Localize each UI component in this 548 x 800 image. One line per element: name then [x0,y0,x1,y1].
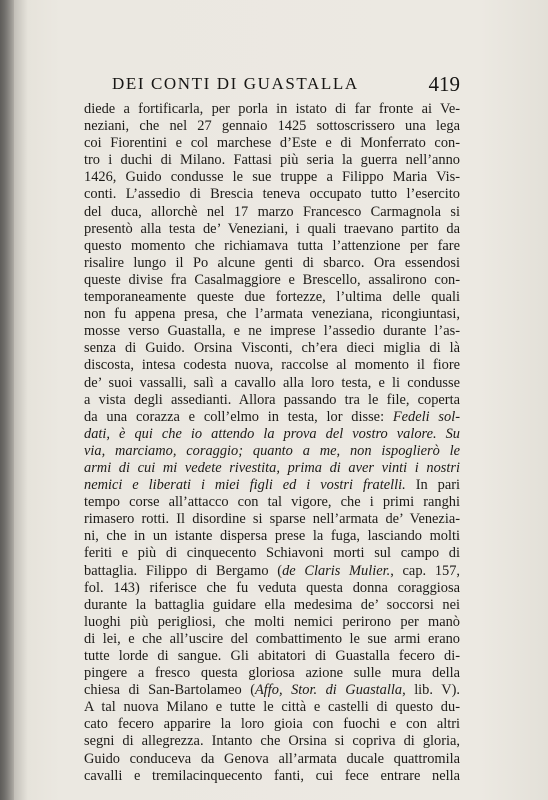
page-number: 419 [428,72,460,96]
text-line [84,340,460,357]
text-segment: chiesa di San-Bartolameo ( [84,682,255,699]
text-line [84,477,460,494]
text-segment: diede a fortificarla, per porla in istato di far fronte ai Ve- [84,101,460,117]
italic-segment: quanto a me, non ispoglierò le [252,442,460,459]
text-line [84,152,460,169]
text-line [84,426,460,443]
text-segment: feriti e più di cinquecento Schiavoni morti sul campo di [84,545,460,562]
text-line [84,204,460,221]
text-segment: rimasero rotti. Il disordine si sparse nell’armata de’ Venezia- [84,511,460,528]
text-line [84,460,460,477]
text-line [84,751,460,768]
text-line [84,306,460,323]
text-segment: In pari [405,477,460,494]
text-segment: questo momento che richiamava tutta l’attenzione per fare [84,237,460,254]
text-segment: tempo corse all’attacco con tal vigore, che i primi ranghi [84,494,460,511]
text-line [84,614,460,631]
text-line [84,101,460,118]
text-line [84,443,460,460]
text-line [84,186,460,203]
text-line [84,357,460,374]
text-segment: temporaneamente queste due fortezze, l’ultima delle quali [84,289,460,306]
text-line [84,545,460,562]
text-segment: non fu appena presa, che l’armata veneziana, ricongiuntasi, [84,306,460,323]
text-segment: tro i duchi di Milano. Fattasi più seria la guerra nell’anno [84,152,460,169]
text-segment: , lib. V). [402,682,460,699]
text-line [84,665,460,682]
text-line [84,135,460,152]
text-segment: , cap. 157, [390,562,460,579]
text-segment: pingere a fresco questa gloriosa azione sulle mura della [84,665,460,682]
text-line [84,631,460,648]
text-line [84,648,460,665]
text-segment: durante la battaglia guidare ella medesima de’ soccorsi nei [84,596,460,613]
text-segment: presentò alla testa de’ Veneziani, i quali traevano partito da [84,220,460,237]
text-line [84,221,460,238]
text-segment: senza di Guido. Orsina Visconti, ch’era dieci miglia di là [84,340,460,357]
italic-segment: Affo, Stor. di Guastalla [255,682,403,699]
text-line [84,716,460,733]
text-segment: discosta, intesa codesta nuova, raccolse al momento il fiore [84,357,460,374]
text-segment: ni, che in un istante dispersa prese la fuga, lasciando molti [84,528,460,545]
text-segment: neziani, che nel 27 gennaio 1425 sottoscrissero una lega [84,118,460,135]
text-line [84,528,460,545]
running-title: DEI CONTI DI GUASTALLA [112,74,359,93]
body-text [84,101,460,785]
text-line [84,733,460,750]
text-segment: Guido conduceva da Genova all’armata ducale quattromila [84,750,460,767]
spine-shadow [0,0,14,800]
text-segment: 1426, Guido condusse le sue truppe a Filippo Maria Vis- [84,169,460,186]
text-segment: cato fecero apparire la loro gioia con fuochi e con altri [84,716,460,733]
italic-segment: Fedeli sol- [392,408,460,425]
text-segment: a vista degli assedianti. Allora passando tra le file, coperta [84,391,460,408]
text-line [84,768,460,785]
text-line [84,289,460,306]
italic-segment: nemici e liberati i miei figli ed i vostri fratelli. [84,477,406,494]
text-segment: del duca, allorchè nel 17 marzo Francesco Carmagnola si [84,203,460,220]
text-segment: queste divise fra Casalmaggiore e Brescello, assalirono con- [84,271,460,288]
text-segment: risalire lungo il Po alcune genti di sbarco. Ora essendosi [84,254,460,271]
text-line [84,494,460,511]
text-segment: de’ suoi vassalli, salì a cavallo alla loro testa, e li condusse [84,374,460,391]
text-line [84,409,460,426]
italic-segment: armi di cui mi vedete rivestita, prima di aver vinti i nostri [84,459,460,476]
text-line [84,255,460,272]
text-segment: coi Fiorentini e col marchese d’Este e di Monferrato con- [84,135,460,152]
text-line [84,597,460,614]
text-segment: cavalli e tremilacinquecento fanti, cui fece entrare nella [84,767,460,784]
text-segment: segni di allegrezza. Intanto che Orsina si copriva di gloria, [84,733,460,750]
italic-segment: de Claris Mulier. [282,562,391,579]
text-line [84,580,460,597]
italic-segment: dati, è qui che io attendo la prova del vostro valore. Su [84,425,460,442]
text-segment: battaglia. Filippo di Bergamo ( [84,562,283,579]
text-line [84,375,460,392]
text-segment: di lei, e che all’uscire del combattimento le sue armi erano [84,630,460,647]
text-segment: conti. L’assedio di Brescia teneva occupato tutto l’esercito [84,186,460,203]
page-header [84,74,460,98]
text-line [84,238,460,255]
text-line [84,511,460,528]
text-segment: da una corazza e coll’elmo in testa, lor disse: [84,408,393,425]
text-line [84,682,460,699]
text-segment: fol. 143) riferisce che fu veduta questa donna coraggiosa [84,579,460,596]
text-line [84,118,460,135]
text-line [84,272,460,289]
text-line [84,699,460,716]
text-line [84,323,460,340]
text-line [84,392,460,409]
text-segment: tutte lorde di sangue. Gli abitatori di Guastalla fecero di- [84,648,460,664]
text-segment: mosse verso Guastalla, e ne imprese l’assedio durante l’as- [84,323,460,340]
text-line [84,563,460,580]
text-line [84,169,460,186]
text-segment: A tal nuova Milano e tutte le città e castelli di questo du- [84,699,460,716]
italic-segment: via, marciamo, coraggio; [84,442,253,459]
text-segment: luoghi più perigliosi, che molti nemici perirono per manò [84,613,460,630]
